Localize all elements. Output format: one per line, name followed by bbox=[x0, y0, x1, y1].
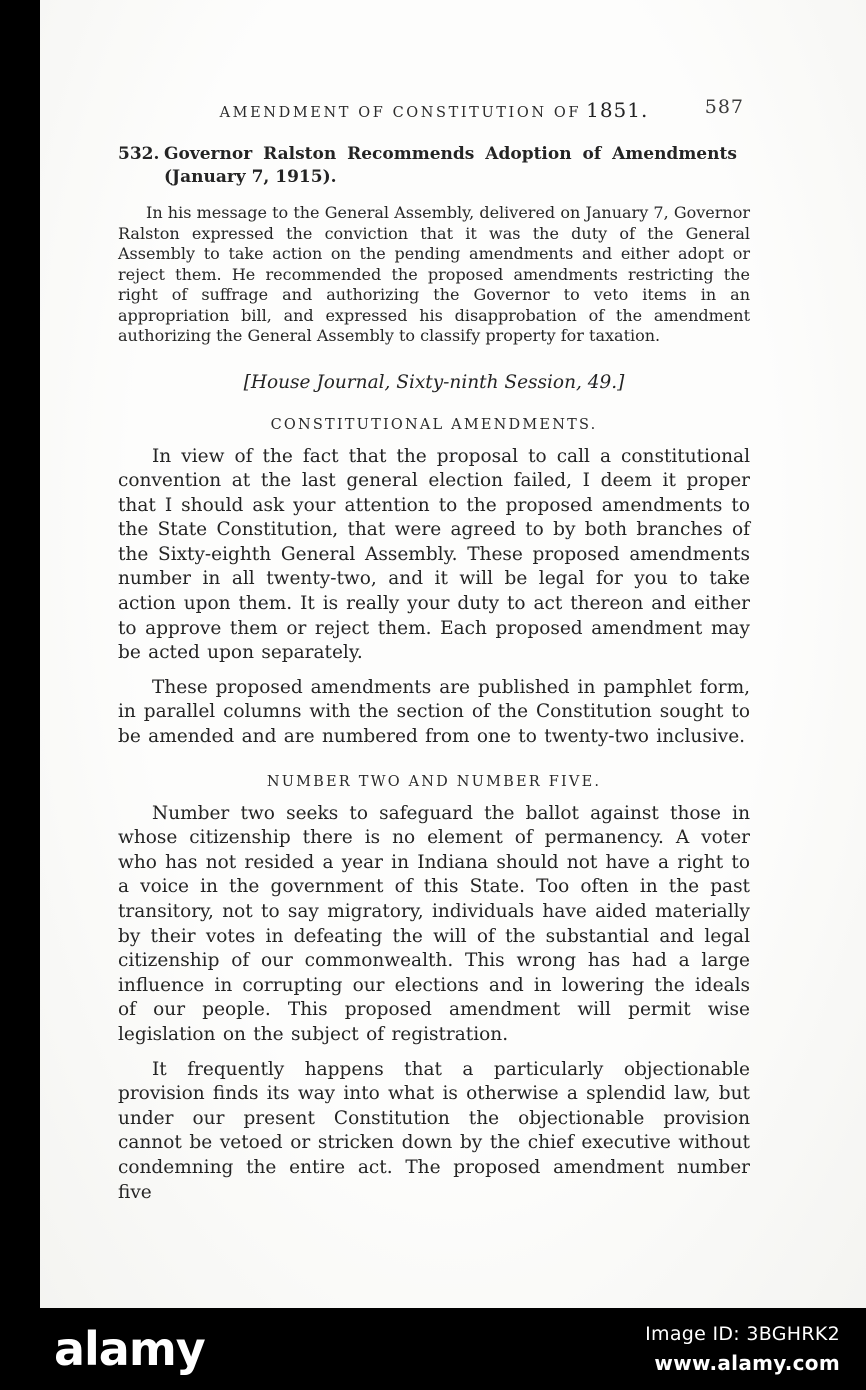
image-id-label: Image ID: 3BGHRK2 bbox=[645, 1323, 840, 1345]
journal-citation: [House Journal, Sixty-ninth Session, 49.] bbox=[243, 371, 625, 393]
page-number: 587 bbox=[704, 96, 744, 118]
alamy-url: www.alamy.com bbox=[654, 1351, 840, 1375]
alamy-logo: alamy bbox=[54, 1322, 205, 1376]
scanned-book-page bbox=[40, 0, 866, 1308]
text-column bbox=[118, 0, 750, 1205]
entry-title bbox=[164, 144, 750, 187]
entry-title-line2: (January 7, 1915). bbox=[164, 167, 337, 187]
alamy-side-strip bbox=[0, 0, 40, 1390]
running-head bbox=[118, 98, 750, 124]
entry-title-line1: Governor Ralston Recommends Adoption of Amendments bbox=[164, 144, 737, 164]
alamy-bottom-bar bbox=[0, 1308, 866, 1390]
body-paragraph: In view of the fact that the proposal to call a constitutional convention at the last general election failed, I deem it proper that I should ask your attention to the proposed amendments to the State Constitution, that were agreed to by both branches of the Sixty-eighth General Assembly. These proposed amendments number in all twenty-two, and it will be legal for you to take action upon them. It is really your duty to act thereon and either to approve them or reject them. Each proposed amendment may be acted upon separately. bbox=[118, 445, 750, 664]
body-paragraph: These proposed amendments are published in pamphlet form, in parallel columns with the section of the Constitution sought to be amended and are numbered from one to twenty-two inclusive. bbox=[118, 676, 750, 748]
summary-paragraph: In his message to the General Assembly, delivered on January 7, Governor Ralston expressed the conviction that it was the duty of the General Assembly to take action on the pending amendments and either adopt or reject them. He recommended the proposed amendments restricting the right of suffrage and authorizing the Governor to veto items in an appropriation bill, and expressed his disapprobation of the amendment authorizing the General Assembly to classify property for taxation. bbox=[118, 203, 750, 345]
entry-number: 532. bbox=[118, 144, 160, 164]
entry-heading bbox=[118, 144, 750, 187]
body-paragraph: It frequently happens that a particularly objectionable provision finds its way into what is otherwise a splendid law, but under our present Constitution the objectionable provision cannot be vetoed or stricken down by the chief executive without condemning the entire act. The proposed amendment number five bbox=[118, 1058, 750, 1203]
alamy-image-info bbox=[645, 1323, 840, 1375]
body-paragraph: Number two seeks to safeguard the ballot against those in whose citizenship there is no element of permanency. A voter who has not resided a year in Indiana should not have a right to a voice in the government of this State. Too often in the past transitory, not to say migratory, individuals have aided materially by their votes in defeating the will of the substantial and legal citizenship of our commonwealth. This wrong has had a large influence in corrupting our elections and in lowering the ideals of our people. This proposed amendment will permit wise legislation on the subject of registration. bbox=[118, 802, 750, 1045]
running-head-year: 1851. bbox=[586, 98, 649, 122]
section-heading-number-two-and-five: NUMBER TWO AND NUMBER FIVE. bbox=[266, 773, 602, 790]
running-head-title: AMENDMENT OF CONSTITUTION OF bbox=[219, 105, 582, 121]
section-heading-constitutional-amendments: CONSTITUTIONAL AMENDMENTS. bbox=[270, 416, 598, 433]
